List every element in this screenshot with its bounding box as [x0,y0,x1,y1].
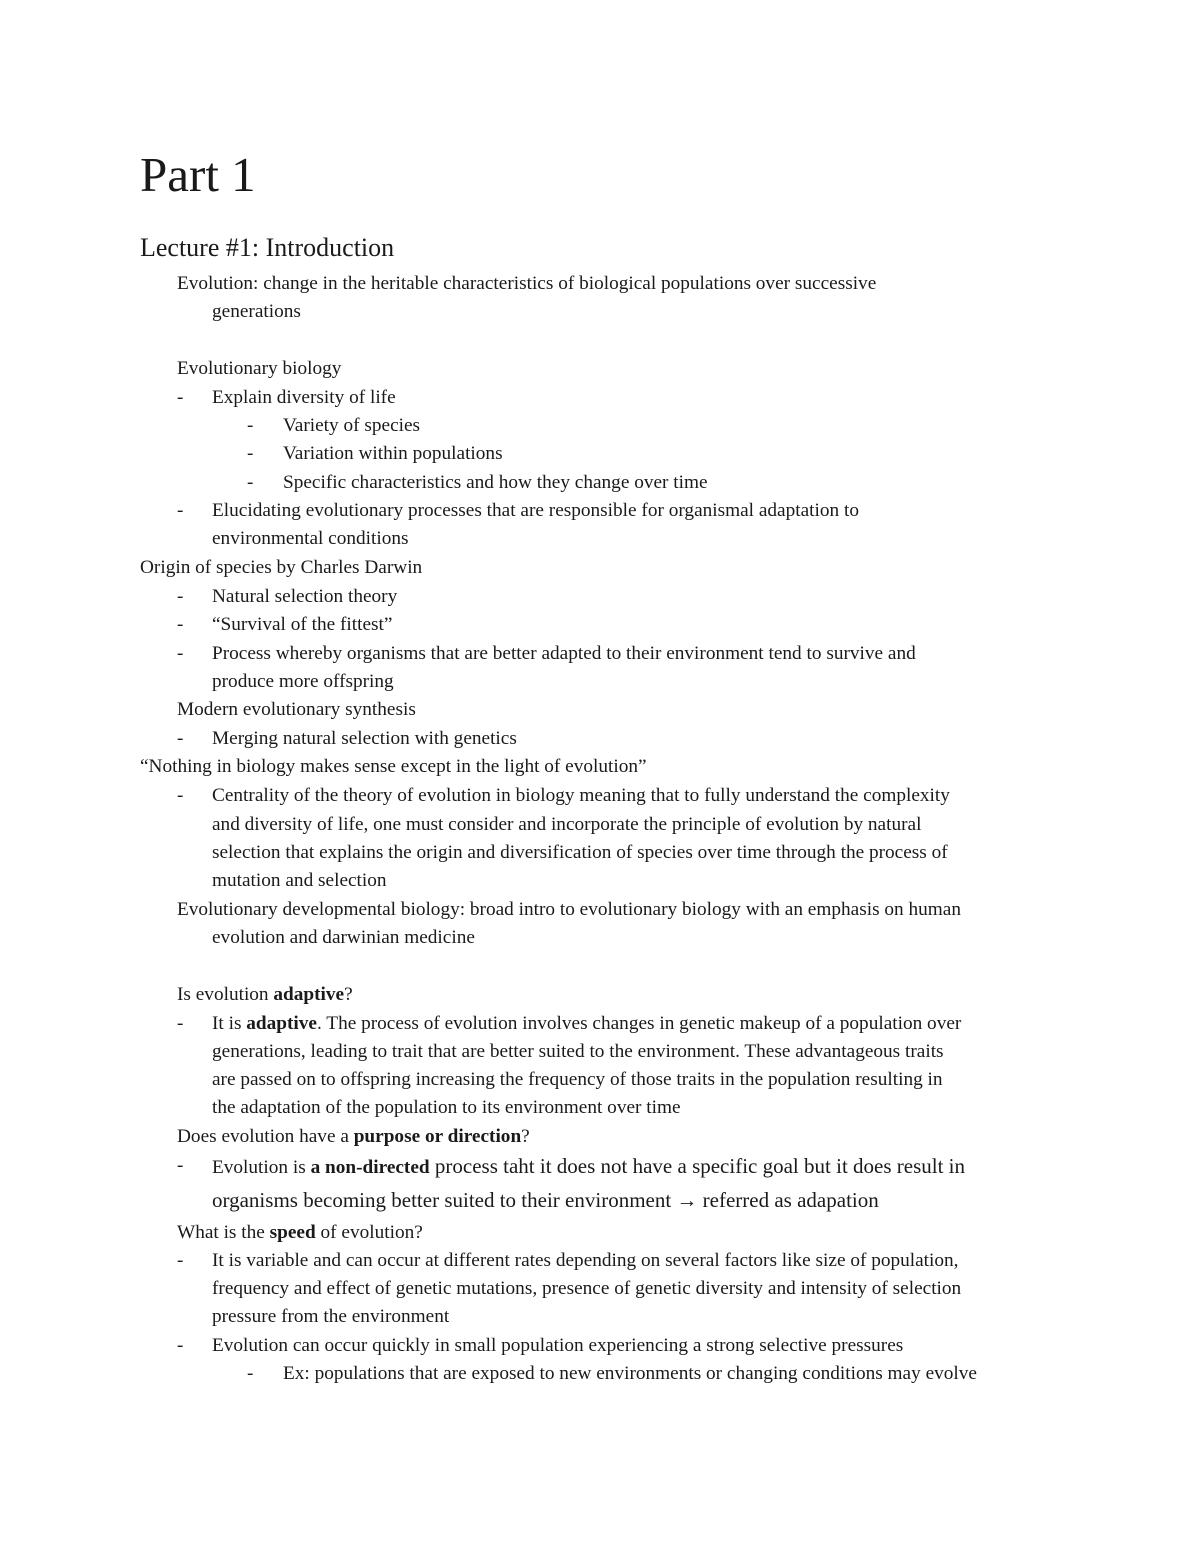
list-item-continuation: organisms becoming better suited to their environment → referred as adapation [212,1188,879,1212]
list-item: Natural selection theory [212,586,398,607]
answer-adaptive: It is adaptive. The process of evolution involves changes in genetic makeup of a population over [212,1013,962,1034]
list-subitem: Variation within populations [283,443,503,464]
list-item-continuation: produce more offspring [212,671,394,692]
list-item-continuation: frequency and effect of genetic mutations, presence of genetic diversity and intensity of selection [212,1278,962,1299]
bullet-dash: - [177,586,184,607]
bullet-dash: - [247,415,254,436]
list-item: Explain diversity of life [212,387,396,408]
evodevo-line: Evolutionary developmental biology: broad intro to evolutionary biology with an emphasis on human [177,899,961,920]
bullet-dash: - [177,643,184,664]
list-item-continuation: pressure from the environment [212,1306,450,1327]
question-speed: What is the speed of evolution? [177,1222,423,1243]
list-item: Merging natural selection with genetics [212,728,517,749]
list-item-continuation: the adaptation of the population to its environment over time [212,1097,681,1118]
list-item: “Survival of the fittest” [212,614,393,635]
question-adaptive: Is evolution adaptive? [177,984,353,1005]
evodevo-line: evolution and darwinian medicine [212,927,475,948]
bullet-dash: - [177,785,184,806]
lecture-heading: Lecture #1: Introduction [140,233,395,262]
list-item-continuation: mutation and selection [212,870,387,891]
list-item-continuation: and diversity of life, one must consider and incorporate the principle of evolution by natural [212,814,922,835]
bullet-dash: - [177,1155,184,1176]
bullet-dash: - [177,1250,184,1271]
list-item: Evolution can occur quickly in small population experiencing a strong selective pressures [212,1335,904,1356]
list-item-continuation: selection that explains the origin and diversification of species over time through the process of [212,842,948,863]
bullet-dash: - [247,472,254,493]
evolution-definition-line: Evolution: change in the heritable characteristics of biological populations over successive [177,273,877,294]
bullet-dash: - [177,728,184,749]
list-item: Process whereby organisms that are better adapted to their environment tend to survive and [212,643,916,664]
question-purpose: Does evolution have a purpose or direction? [177,1126,530,1147]
evolutionary-biology-heading: Evolutionary biology [177,358,342,379]
quote-heading: “Nothing in biology makes sense except in the light of evolution” [140,756,647,777]
list-item: Centrality of the theory of evolution in biology meaning that to fully understand the complexity [212,785,950,806]
answer-purpose: Evolution is a non-directed process taht it does not have a specific goal but it does result in [212,1154,966,1178]
bullet-dash: - [177,1335,184,1356]
bullet-dash: - [177,500,184,521]
bullet-dash: - [177,387,184,408]
list-item: Elucidating evolutionary processes that are responsible for organismal adaptation to [212,500,859,521]
modern-synthesis-heading: Modern evolutionary synthesis [177,699,416,720]
list-subitem: Variety of species [283,415,421,436]
list-item: It is variable and can occur at different rates depending on several factors like size of population, [212,1250,959,1271]
bullet-dash: - [177,614,184,635]
evolution-definition-line: generations [212,301,301,322]
bullet-dash: - [177,1013,184,1034]
list-subitem: Specific characteristics and how they change over time [283,472,708,493]
origin-of-species-heading: Origin of species by Charles Darwin [140,557,423,578]
page-title: Part 1 [140,147,256,202]
list-item-continuation: generations, leading to trait that are better suited to the environment. These advantageous traits [212,1041,944,1062]
list-item-continuation: environmental conditions [212,528,409,549]
bullet-dash: - [247,443,254,464]
bullet-dash: - [247,1363,254,1384]
list-item-continuation: are passed on to offspring increasing the frequency of those traits in the population resulting in [212,1069,943,1090]
list-subitem: Ex: populations that are exposed to new environments or changing conditions may evolve [283,1363,977,1384]
